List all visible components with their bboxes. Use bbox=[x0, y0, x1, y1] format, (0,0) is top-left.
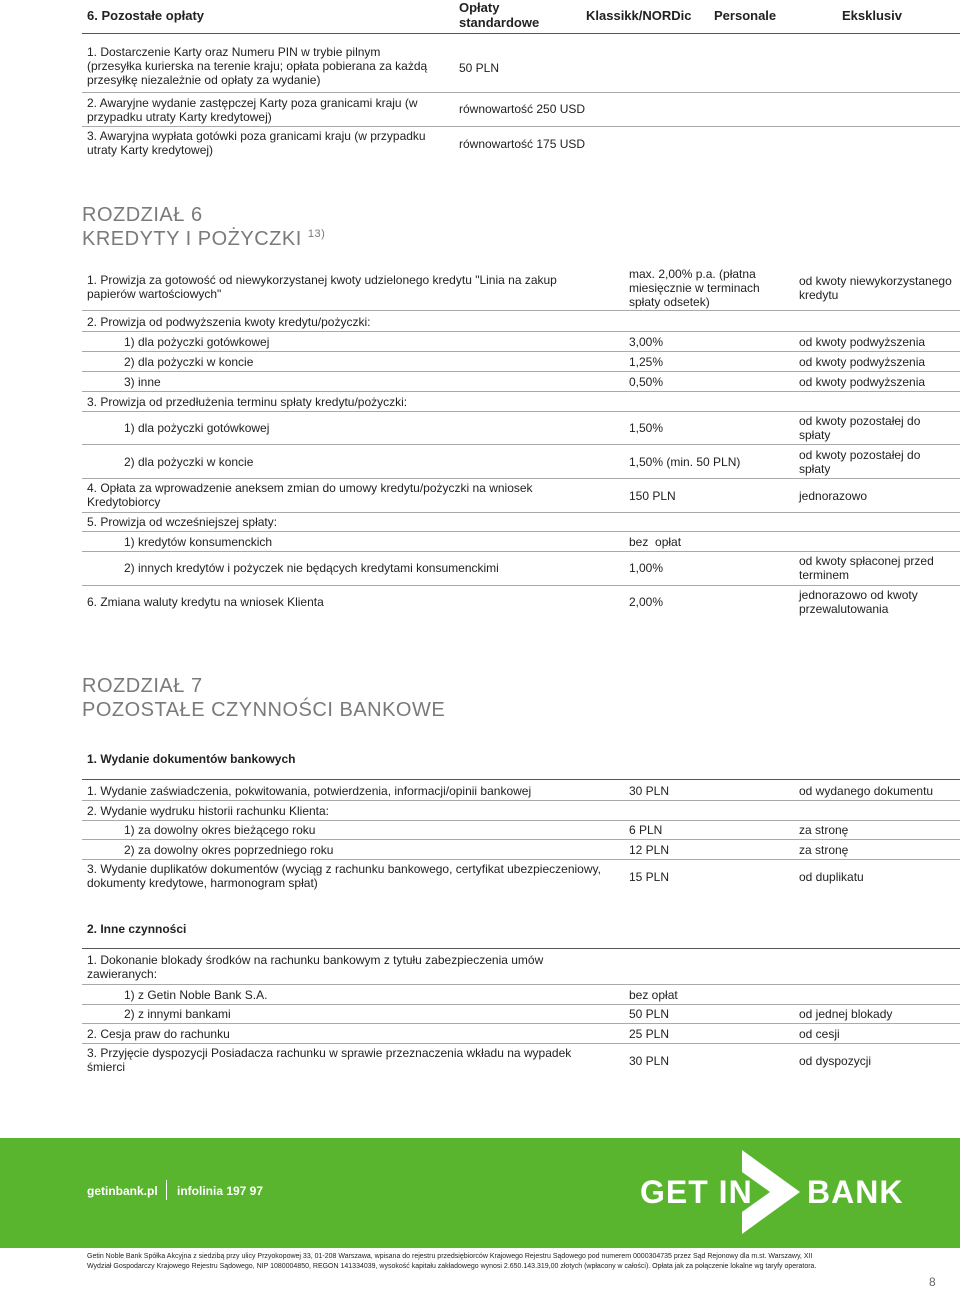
footnote-marker: 13) bbox=[307, 228, 326, 240]
table-row-value: bez opłat bbox=[629, 535, 682, 549]
table-row-label: 1. Dokonanie blokady środków na rachunku bankowym z tytułu zabezpieczenia umów zawieranych: bbox=[87, 953, 544, 981]
website-link[interactable]: getinbank.pl bbox=[87, 1184, 158, 1198]
subsection-title: 1. Wydanie dokumentów bankowych bbox=[87, 752, 296, 766]
table-row-basis: jednorazowo od kwoty przewalutowania bbox=[799, 588, 918, 616]
table-row-value: max. 2,00% p.a. (płatna miesięcznie w terminach spłaty odsetek) bbox=[629, 267, 760, 309]
row-divider bbox=[82, 1023, 960, 1024]
table-row-label: 1) dla pożyczki gotówkowej bbox=[124, 335, 270, 349]
table-row-value: 50 PLN bbox=[459, 61, 500, 75]
row-divider bbox=[82, 411, 960, 412]
table-row-label: 2. Awaryjne wydanie zastępczej Karty poza granicami kraju (w przypadku utraty Karty kredytowej) bbox=[87, 96, 418, 124]
table-row-label: 3. Awaryjna wypłata gotówki poza granicami kraju (w przypadku utraty Karty kredytowej) bbox=[87, 129, 426, 157]
col-standard-header: Opłaty standardowe bbox=[459, 0, 540, 30]
table-row-label: 2. Prowizja od podwyższenia kwoty kredytu/pożyczki: bbox=[87, 315, 371, 329]
table-row-value: 1,25% bbox=[629, 355, 664, 369]
table-row-value: równowartość 175 USD bbox=[459, 137, 586, 151]
arrow-icon bbox=[736, 1150, 806, 1234]
table-row-value: bez opłat bbox=[629, 988, 678, 1002]
logo-text-right: BANK bbox=[807, 1174, 904, 1210]
table-row-label: 3. Prowizja od przedłużenia terminu spłaty kredytu/pożyczki: bbox=[87, 395, 408, 409]
table-row-label: 6. Zmiana waluty kredytu na wniosek Klienta bbox=[87, 595, 324, 609]
row-divider bbox=[82, 1004, 960, 1005]
row-divider bbox=[82, 984, 960, 985]
table-row-basis: od kwoty spłaconej przed terminem bbox=[799, 554, 934, 582]
table-row-label: 2) z innymi bankami bbox=[124, 1007, 231, 1021]
row-divider bbox=[82, 444, 960, 445]
table-row-basis: od kwoty pozostałej do spłaty bbox=[799, 448, 921, 476]
chapter7-title: POZOSTAŁE CZYNNOŚCI BANKOWE bbox=[82, 699, 446, 721]
table-row-value: 6 PLN bbox=[629, 823, 663, 837]
row-divider bbox=[82, 820, 960, 821]
table-row-label: 3. Wydanie duplikatów dokumentów (wyciąg z rachunku bankowego, certyfikat ubezpieczeniowy, dokumenty kredytowe, harmonogram spłat) bbox=[87, 862, 601, 890]
footer-banner bbox=[0, 1138, 960, 1248]
footer-divider bbox=[166, 1180, 167, 1200]
table-row-value: 3,00% bbox=[629, 335, 664, 349]
chapter6-title bbox=[82, 228, 325, 254]
col-personale-header: Personale bbox=[714, 8, 777, 23]
table-row-value: 2,00% bbox=[629, 595, 664, 609]
hotline-link[interactable]: infolinia 197 97 bbox=[177, 1184, 264, 1198]
table-row-basis: jednorazowo bbox=[799, 489, 868, 503]
table-row-basis: od kwoty podwyższenia bbox=[799, 355, 926, 369]
legal-text: Getin Noble Bank Spółka Akcyjna z siedzibą przy ulicy Przyokopowej 33, 01-208 Warszawa, wpisana do rejestru przedsiębiorców Krajowego Rejestru Sądowego pod numerem 0000304735 przez Sąd Rejonowy dla m.st. Warszawy, XII bbox=[87, 1253, 813, 1260]
chapter6-number: ROZDZIAŁ 6 bbox=[82, 204, 203, 226]
table-row-label: 2) za dowolny okres poprzedniego roku bbox=[124, 843, 334, 857]
table-row-basis: od wydanego dokumentu bbox=[799, 784, 934, 798]
table-row-value: 50 PLN bbox=[629, 1007, 670, 1021]
table-row-label: 3) inne bbox=[124, 375, 161, 389]
row-divider bbox=[82, 839, 960, 840]
row-divider bbox=[82, 800, 960, 801]
table-row-label: 2. Wydanie wydruku historii rachunku Klienta: bbox=[87, 804, 330, 818]
table-row-label: 5. Prowizja od wcześniejszej spłaty: bbox=[87, 515, 278, 529]
header-rule bbox=[82, 33, 960, 34]
table-row-value: 15 PLN bbox=[629, 870, 670, 884]
logo-text-left: GET IN bbox=[640, 1174, 753, 1210]
table-row-label: 2) dla pożyczki w koncie bbox=[124, 455, 254, 469]
table-row-basis: za stronę bbox=[799, 823, 849, 837]
legal-text: Wydział Gospodarczy Krajowego Rejestru Sądowego, NIP 1080004850, REGON 141334039, wysokość kapitału zakładowego wynosi 2.650.143.319,00 złotych (wpłacony w całości). Opłata jak za połączenie lokalne wg taryfy operatora. bbox=[87, 1263, 817, 1270]
row-divider bbox=[82, 331, 960, 332]
row-divider bbox=[82, 859, 960, 860]
row-divider bbox=[82, 391, 960, 392]
table-row-value: 1,50% (min. 50 PLN) bbox=[629, 455, 741, 469]
row-divider bbox=[82, 371, 960, 372]
table-row-label: 1) z Getin Noble Bank S.A. bbox=[124, 988, 268, 1002]
page-number: 8 bbox=[929, 1275, 936, 1289]
row-divider bbox=[82, 92, 960, 93]
table-row-value: 30 PLN bbox=[629, 784, 670, 798]
row-divider bbox=[82, 585, 960, 586]
table-row-label: 4. Opłata za wprowadzenie aneksem zmian do umowy kredytu/pożyczki na wniosek Kredytobiorcy bbox=[87, 481, 533, 509]
table-row-value: 1,50% bbox=[629, 421, 664, 435]
row-divider bbox=[82, 779, 960, 780]
table-row-label: 1) kredytów konsumenckich bbox=[124, 535, 273, 549]
table-row-value: 25 PLN bbox=[629, 1027, 670, 1041]
row-divider bbox=[82, 531, 960, 532]
table-row-label: 2. Cesja praw do rachunku bbox=[87, 1027, 230, 1041]
row-divider bbox=[82, 551, 960, 552]
table-row-label: 3. Przyjęcie dyspozycji Posiadacza rachunku w sprawie przeznaczenia wkładu na wypadek śmierci bbox=[87, 1046, 572, 1074]
table-row-basis: od kwoty pozostałej do spłaty bbox=[799, 414, 921, 442]
row-divider bbox=[82, 126, 960, 127]
table-row-basis: za stronę bbox=[799, 843, 849, 857]
table-row-label: 1) dla pożyczki gotówkowej bbox=[124, 421, 270, 435]
table-row-value: 12 PLN bbox=[629, 843, 670, 857]
section-title: 6. Pozostałe opłaty bbox=[87, 8, 205, 23]
table-row-label: 1. Wydanie zaświadczenia, pokwitowania, potwierdzenia, informacji/opinii bankowej bbox=[87, 784, 532, 798]
row-divider bbox=[82, 512, 960, 513]
row-divider bbox=[82, 351, 960, 352]
table-row-basis: od kwoty podwyższenia bbox=[799, 375, 926, 389]
table-row-basis: od kwoty niewykorzystanego kredytu bbox=[799, 274, 952, 302]
table-row-label: 1. Dostarczenie Karty oraz Numeru PIN w trybie pilnym (przesyłka kurierska na terenie kraju; opłata pobierana za każdą przesyłkę niezależnie od opłaty za wydanie) bbox=[87, 45, 428, 87]
subsection-title: 2. Inne czynności bbox=[87, 922, 187, 936]
table-row-value: 0,50% bbox=[629, 375, 664, 389]
table-row-label: 1) za dowolny okres bieżącego roku bbox=[124, 823, 316, 837]
table-row-value: 150 PLN bbox=[629, 489, 676, 503]
table-row-label: 2) innych kredytów i pożyczek nie będących kredytami konsumenckimi bbox=[124, 561, 499, 575]
chapter6-title-text: KREDYTY I POŻYCZKI bbox=[82, 228, 302, 250]
table-row-label: 2) dla pożyczki w koncie bbox=[124, 355, 254, 369]
col-eksklusiv-header: Eksklusiv bbox=[842, 8, 902, 23]
table-row-basis: od duplikatu bbox=[799, 870, 864, 884]
table-row-basis: od cesji bbox=[799, 1027, 840, 1041]
chapter7-number: ROZDZIAŁ 7 bbox=[82, 675, 203, 697]
table-row-label: 1. Prowizja za gotowość od niewykorzystanej kwoty udzielonego kredytu "Linia na zakup papierów wartościowych" bbox=[87, 273, 557, 301]
table-row-value: 1,00% bbox=[629, 561, 664, 575]
table-row-value: równowartość 250 USD bbox=[459, 102, 586, 116]
table-row-basis: od dyspozycji bbox=[799, 1054, 872, 1068]
table-row-basis: od jednej blokady bbox=[799, 1007, 893, 1021]
table-row-basis: od kwoty podwyższenia bbox=[799, 335, 926, 349]
row-divider bbox=[82, 478, 960, 479]
row-divider bbox=[82, 1043, 960, 1044]
table-row-value: 30 PLN bbox=[629, 1054, 670, 1068]
row-divider bbox=[82, 948, 960, 949]
row-divider bbox=[82, 310, 960, 311]
col-klassikk-header: Klassikk/NORDic bbox=[586, 8, 692, 23]
